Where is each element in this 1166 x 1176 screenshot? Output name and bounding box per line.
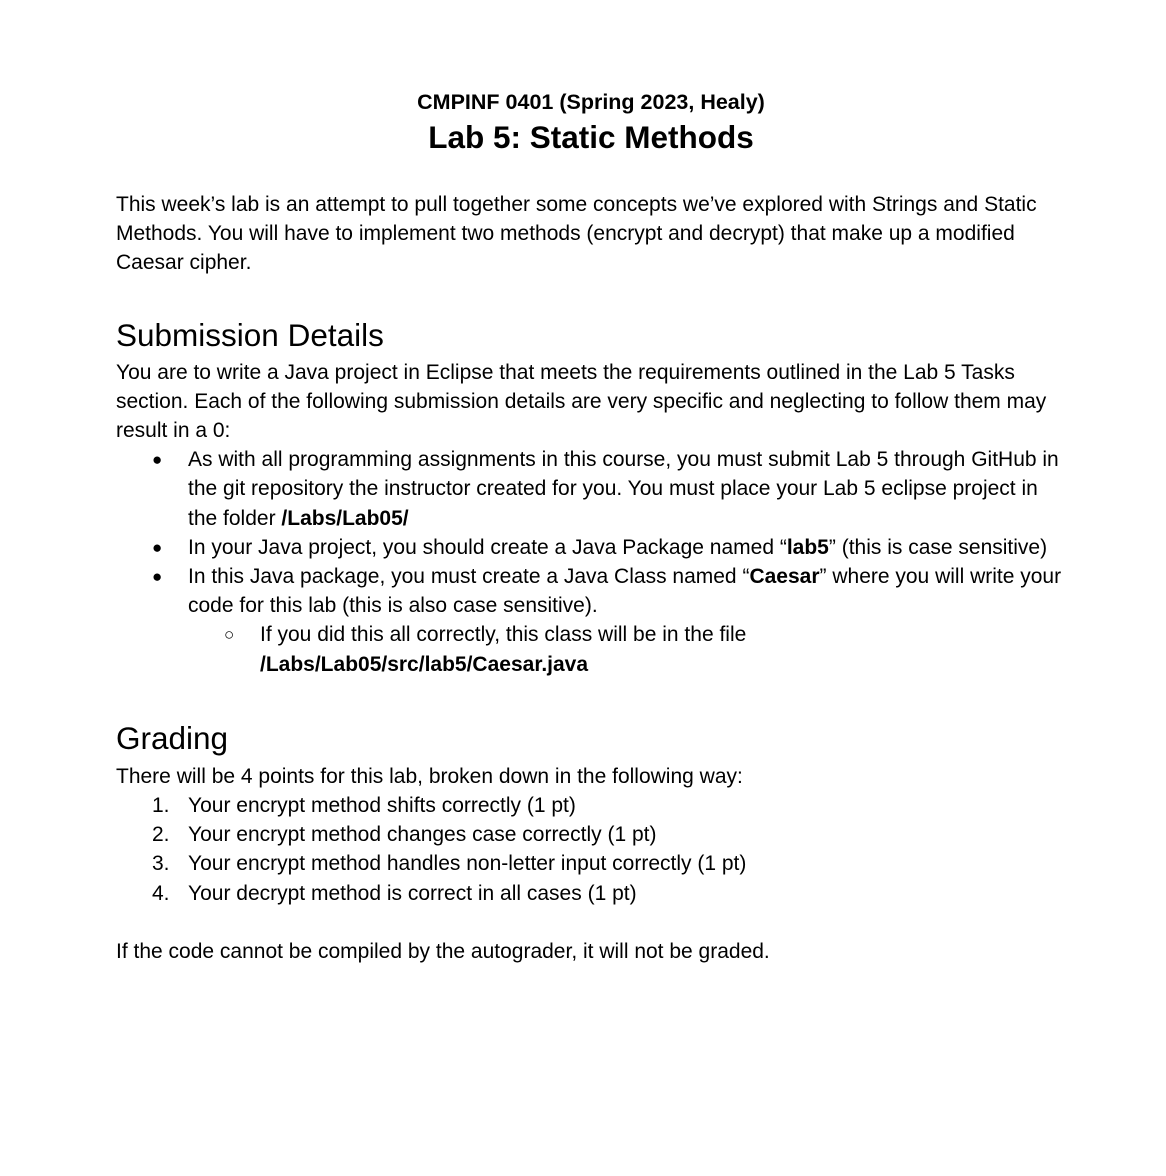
submission-bullet-list	[116, 445, 1066, 679]
list-item	[116, 849, 1066, 878]
bullet-glyph: ●	[152, 567, 163, 587]
submission-lead-paragraph: You are to write a Java project in Eclipse that meets the requirements outlined in the Lab 5 Tasks section. Each of the following submission details are very specific and neglecting to follow them may result in a 0:	[116, 360, 1047, 443]
list-item-text: ” where you will write your code for this lab (this is also case sensitive).	[188, 565, 1062, 618]
bullet-glyph: ●	[152, 450, 163, 470]
folder-path: /Labs/Lab05/	[281, 506, 409, 530]
sub-bullet-list	[188, 620, 1066, 678]
closing-paragraph: If the code cannot be compiled by the autograder, it will not be graded.	[116, 939, 770, 963]
sub-list-item	[188, 620, 1066, 678]
list-item	[116, 791, 1066, 820]
list-item-text: In this Java package, you must create a Java Class named “	[188, 565, 750, 589]
list-item	[116, 445, 1066, 533]
list-item-text: Your decrypt method is correct in all cases (1 pt)	[188, 881, 637, 905]
sub-bullet-glyph: ○	[224, 625, 235, 645]
lab-title: Lab 5: Static Methods	[428, 119, 754, 155]
list-item-text: In your Java project, you should create a Java Package named “	[188, 535, 787, 559]
list-item-text: Your encrypt method shifts correctly (1 pt)	[188, 794, 576, 818]
list-item-text: As with all programming assignments in this course, you must submit Lab 5 through GitHub in the git repository the instructor created for you. You must place your Lab 5 eclipse project in the folder	[188, 448, 1059, 530]
grading-numbered-list	[116, 791, 1066, 908]
submission-details-heading: Submission Details	[116, 316, 384, 353]
list-number: 2.	[152, 823, 170, 847]
bullet-glyph: ●	[152, 537, 163, 557]
sub-list-item-text: If you did this all correctly, this class will be in the file	[260, 623, 747, 647]
grading-heading: Grading	[116, 719, 229, 756]
list-item-text: ” (this is case sensitive)	[828, 535, 1048, 559]
list-number: 3.	[152, 852, 170, 876]
file-path: /Labs/Lab05/src/lab5/Caesar.java	[260, 652, 589, 676]
class-name: Caesar	[749, 565, 820, 589]
list-item	[116, 562, 1066, 679]
list-number: 4.	[152, 881, 170, 905]
list-item-text: Your encrypt method changes case correctly (1 pt)	[188, 823, 657, 847]
intro-paragraph: This week’s lab is an attempt to pull together some concepts we’ve explored with Strings and Static Methods. You will have to implement two methods (encrypt and decrypt) that make up a modified Caesar cipher.	[116, 193, 1037, 275]
list-item-text: Your encrypt method handles non-letter input correctly (1 pt)	[188, 852, 747, 876]
list-item	[116, 879, 1066, 908]
list-item	[116, 820, 1066, 849]
package-name: lab5	[786, 535, 829, 559]
list-item	[116, 533, 1066, 562]
course-header: CMPINF 0401 (Spring 2023, Healy)	[417, 90, 765, 114]
grading-lead-paragraph: There will be 4 points for this lab, broken down in the following way:	[116, 764, 743, 788]
list-number: 1.	[152, 794, 170, 818]
